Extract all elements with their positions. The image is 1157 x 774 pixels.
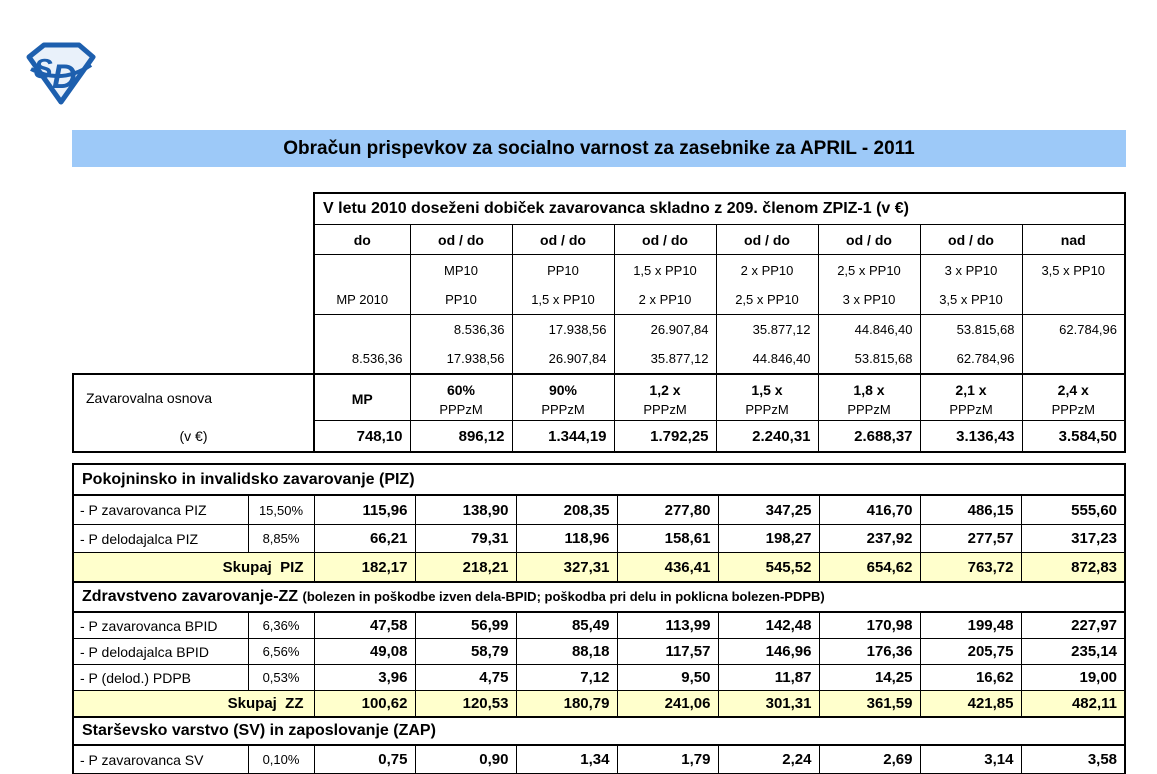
value-cell: 235,14 (1021, 639, 1125, 665)
value-cell: 85,49 (516, 612, 617, 639)
section-header-piz: Pokojninsko in invalidsko zavarovanje (PIZ) (73, 464, 1125, 495)
profit-brackets-table (72, 192, 1126, 453)
brackets-title: V letu 2010 doseženi dobiček zavarovanca skladno z 209. členom ZPIZ-1 (v €) (314, 193, 1125, 225)
value-cell: 205,75 (920, 639, 1021, 665)
base-value-cell: 896,12 (410, 421, 512, 453)
base-header-cell: 1,2 x PPPzM (614, 374, 716, 421)
row-label: - P delodajalca PIZ (73, 525, 248, 553)
value-cell: 115,96 (314, 495, 415, 525)
row-label: - P zavarovanca PIZ (73, 495, 248, 525)
bracket-values-row (73, 315, 1125, 375)
rate-cell: 0,10% (248, 745, 314, 774)
value-cell: 1,79 (617, 745, 718, 774)
sd-diamond-logo-icon (24, 42, 98, 106)
total-value-cell: 100,62 (314, 691, 415, 718)
value-cell: 3,14 (920, 745, 1021, 774)
contrib-row (73, 495, 1125, 525)
value-cell: 146,96 (718, 639, 819, 665)
row-label: - P zavarovanca BPID (73, 612, 248, 639)
value-cell: 170,98 (819, 612, 920, 639)
base-header-cell: 1,5 x PPPzM (716, 374, 818, 421)
contributions-table (72, 463, 1126, 774)
total-label: Skupaj PIZ (73, 553, 314, 583)
base-value-cell: 3.136,43 (920, 421, 1022, 453)
contrib-row (73, 612, 1125, 639)
base-header-cell: 2,1 x PPPzM (920, 374, 1022, 421)
contrib-row (73, 525, 1125, 553)
total-value-cell: 120,53 (415, 691, 516, 718)
total-value-cell: 180,79 (516, 691, 617, 718)
insurance-base-label: Zavarovalna osnova (v €) (73, 374, 314, 452)
value-cell: 4,75 (415, 665, 516, 691)
section-header-sv: Starševsko varstvo (SV) in zaposlovanje (ZAP) (73, 717, 1125, 745)
spacer-cell (73, 315, 314, 375)
logo-letter-d: D (52, 58, 77, 96)
base-header-cell: 1,8 x PPPzM (818, 374, 920, 421)
total-value-cell: 182,17 (314, 553, 415, 583)
value-cell: 3,58 (1021, 745, 1125, 774)
range-header: od / do (512, 225, 614, 255)
value-cell: 11,87 (718, 665, 819, 691)
value-cell: 2,69 (819, 745, 920, 774)
bracket-value-cell: 26.907,84 35.877,12 (614, 315, 716, 375)
value-cell: 277,57 (920, 525, 1021, 553)
logo-letter-s: S (34, 53, 53, 84)
total-value-cell: 654,62 (819, 553, 920, 583)
value-cell: 2,24 (718, 745, 819, 774)
bracket-value-cell: 62.784,96 (1022, 315, 1125, 375)
bracket-value-cell: 8.536,36 (314, 315, 410, 375)
base-value-cell: 748,10 (314, 421, 410, 453)
section-header-zz (73, 582, 1125, 612)
range-header: od / do (614, 225, 716, 255)
value-cell: 9,50 (617, 665, 718, 691)
value-cell: 14,25 (819, 665, 920, 691)
range-header-row (73, 225, 1125, 255)
base-value-cell: 1.344,19 (512, 421, 614, 453)
range-header: od / do (716, 225, 818, 255)
base-value-cell: 1.792,25 (614, 421, 716, 453)
total-value-cell: 436,41 (617, 553, 718, 583)
total-value-cell: 482,11 (1021, 691, 1125, 718)
value-cell: 66,21 (314, 525, 415, 553)
value-cell: 79,31 (415, 525, 516, 553)
value-cell: 117,57 (617, 639, 718, 665)
total-value-cell: 301,31 (718, 691, 819, 718)
value-cell: 208,35 (516, 495, 617, 525)
value-cell: 3,96 (314, 665, 415, 691)
bracket-label-cell: 2,5 x PP10 3 x PP10 (818, 255, 920, 315)
rate-cell: 8,85% (248, 525, 314, 553)
bracket-label-cell: 2 x PP10 2,5 x PP10 (716, 255, 818, 315)
base-value-cell: 3.584,50 (1022, 421, 1125, 453)
value-cell: 142,48 (718, 612, 819, 639)
bracket-label-cell: 3,5 x PP10 (1022, 255, 1125, 315)
section-header-row-piz (73, 464, 1125, 495)
contrib-row (73, 639, 1125, 665)
value-cell: 0,90 (415, 745, 516, 774)
section-header-zz-note: (bolezen in poškodbe izven dela-BPID; poškodba pri delu in poklicna bolezen-PDPB) (302, 589, 825, 604)
value-cell: 227,97 (1021, 612, 1125, 639)
base-header-cell: MP (314, 374, 410, 421)
base-header-cell: 2,4 x PPPzM (1022, 374, 1125, 421)
row-label: - P (delod.) PDPB (73, 665, 248, 691)
row-label: - P delodajalca BPID (73, 639, 248, 665)
range-header: od / do (818, 225, 920, 255)
total-value-cell: 361,59 (819, 691, 920, 718)
value-cell: 1,34 (516, 745, 617, 774)
value-cell: 7,12 (516, 665, 617, 691)
total-value-cell: 327,31 (516, 553, 617, 583)
base-header-cell: 60% PPPzM (410, 374, 512, 421)
bracket-label-cell: MP10 PP10 (410, 255, 512, 315)
total-value-cell: 218,21 (415, 553, 516, 583)
value-cell: 199,48 (920, 612, 1021, 639)
value-cell: 118,96 (516, 525, 617, 553)
rate-cell: 6,56% (248, 639, 314, 665)
section-header-row-sv (73, 717, 1125, 745)
value-cell: 16,62 (920, 665, 1021, 691)
range-header: do (314, 225, 410, 255)
value-cell: 277,80 (617, 495, 718, 525)
value-cell: 0,75 (314, 745, 415, 774)
bracket-label-cell: PP10 1,5 x PP10 (512, 255, 614, 315)
bracket-value-cell: 53.815,68 62.784,96 (920, 315, 1022, 375)
bracket-label-cell: MP 2010 (314, 255, 410, 315)
bracket-value-cell: 35.877,12 44.846,40 (716, 315, 818, 375)
value-cell: 88,18 (516, 639, 617, 665)
value-cell: 158,61 (617, 525, 718, 553)
value-cell: 317,23 (1021, 525, 1125, 553)
value-cell: 486,15 (920, 495, 1021, 525)
total-row-piz (73, 553, 1125, 583)
base-value-cell: 2.240,31 (716, 421, 818, 453)
brackets-title-row (73, 193, 1125, 225)
total-row-zz (73, 691, 1125, 718)
bracket-value-cell: 44.846,40 53.815,68 (818, 315, 920, 375)
contrib-row (73, 745, 1125, 774)
bracket-label-cell: 1,5 x PP10 2 x PP10 (614, 255, 716, 315)
rate-cell: 6,36% (248, 612, 314, 639)
total-value-cell: 872,83 (1021, 553, 1125, 583)
total-value-cell: 763,72 (920, 553, 1021, 583)
value-cell: 19,00 (1021, 665, 1125, 691)
total-value-cell: 241,06 (617, 691, 718, 718)
value-cell: 176,36 (819, 639, 920, 665)
total-value-cell: 421,85 (920, 691, 1021, 718)
value-cell: 347,25 (718, 495, 819, 525)
value-cell: 113,99 (617, 612, 718, 639)
value-cell: 49,08 (314, 639, 415, 665)
bracket-value-cell: 17.938,56 26.907,84 (512, 315, 614, 375)
value-cell: 555,60 (1021, 495, 1125, 525)
base-value-cell: 2.688,37 (818, 421, 920, 453)
value-cell: 198,27 (718, 525, 819, 553)
value-cell: 47,58 (314, 612, 415, 639)
bracket-label-cell: 3 x PP10 3,5 x PP10 (920, 255, 1022, 315)
base-header-row (73, 374, 1125, 421)
rate-cell: 0,53% (248, 665, 314, 691)
section-header-zz-main: Zdravstveno zavarovanje-ZZ (82, 588, 299, 605)
value-cell: 58,79 (415, 639, 516, 665)
value-cell: 237,92 (819, 525, 920, 553)
value-cell: 416,70 (819, 495, 920, 525)
section-header-row-zz (73, 582, 1125, 612)
spacer-cell (73, 193, 314, 225)
row-label: - P zavarovanca SV (73, 745, 248, 774)
rate-cell: 15,50% (248, 495, 314, 525)
spacer-cell (73, 255, 314, 315)
value-cell: 138,90 (415, 495, 516, 525)
value-cell: 56,99 (415, 612, 516, 639)
range-header: od / do (410, 225, 512, 255)
total-label: Skupaj ZZ (73, 691, 314, 718)
range-header: nad (1022, 225, 1125, 255)
spacer-cell (73, 225, 314, 255)
page-title: Obračun prispevkov za socialno varnost za zasebnike za APRIL - 2011 (72, 130, 1126, 167)
total-value-cell: 545,52 (718, 553, 819, 583)
contrib-row (73, 665, 1125, 691)
base-header-cell: 90% PPPzM (512, 374, 614, 421)
bracket-value-cell: 8.536,36 17.938,56 (410, 315, 512, 375)
range-header: od / do (920, 225, 1022, 255)
bracket-labels-row (73, 255, 1125, 315)
